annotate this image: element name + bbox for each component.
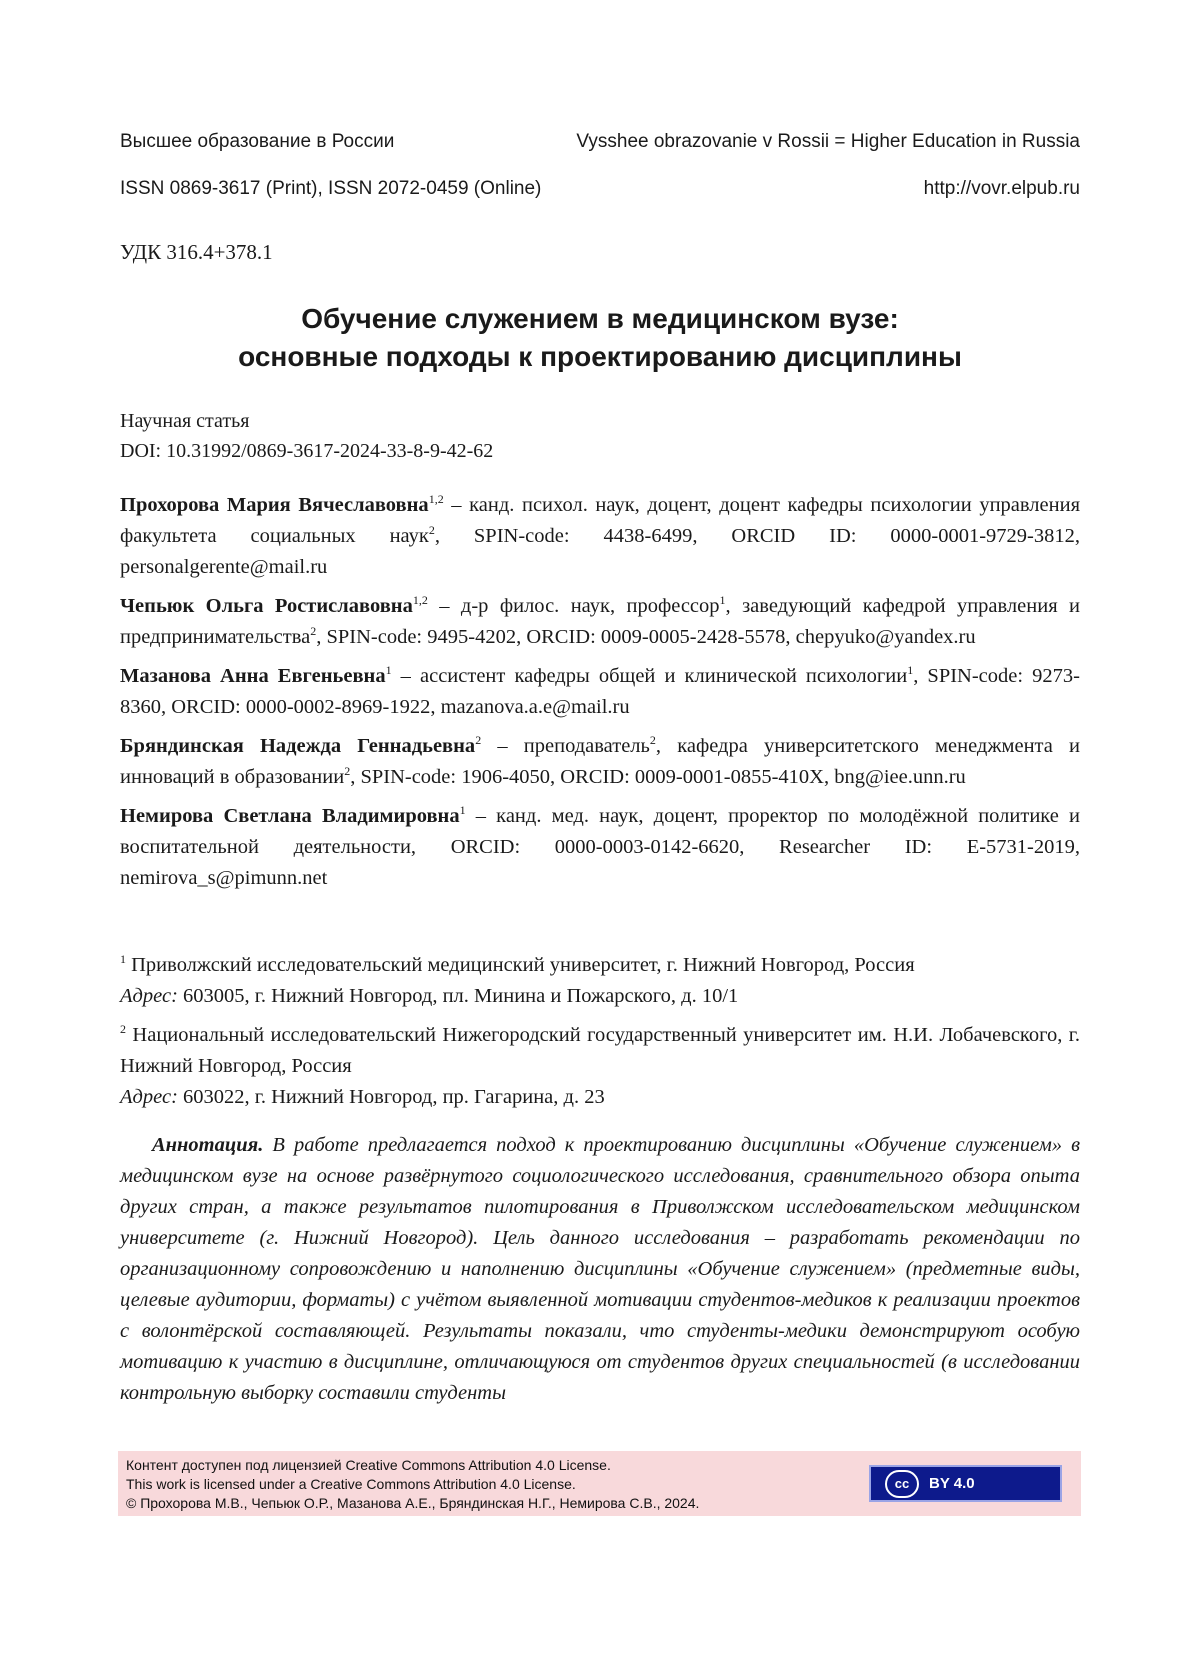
affiliation-entry (120, 950, 1080, 1012)
affil-ref: 2 (428, 523, 435, 537)
author-details: – д-р филос. наук, профессор (427, 595, 720, 617)
address-label: Адрес: (120, 1086, 178, 1108)
author-name: Мазанова Анна Евгеньевна (120, 665, 386, 687)
affiliation-address: 603005, г. Нижний Новгород, пл. Минина и Пожарского, д. 10/1 (177, 985, 739, 1007)
author-details: , заведующий кафедрой управления и предпринимательства (120, 595, 1081, 648)
affil-ref: 2 (475, 733, 482, 747)
abstract-text: В работе предлагается подход к проектированию дисциплины «Обучение служением» в медицинском вузе на основе развёрнутого социологического исследования, сравнительного обзора опыта других стран, а также результатов пилотирования в Приволжском исследовательском медицинском университете (г. Нижний Новгород). Цель данного исследования – разработать рекомендации по организационному сопровождению и наполнению дисциплины «Обучение служением» (предметные виды, целевые аудитории, форматы) с учётом выявленной мотивации студентов-медиков к реализации проектов с волонтёрской составляющей. Результаты показали, что студенты-медики демонстрируют особую мотивацию к участию в дисциплине, отличающуюся от студентов других специальностей (в исследовании контрольную выборку составили студенты (120, 1134, 1080, 1404)
udk-code: УДК 316.4+378.1 (120, 240, 273, 264)
cc-license-label: BY 4.0 (929, 1475, 975, 1492)
author-details: , SPIN-code: 4438-6499, ORCID ID: 0000-0001-9729-3812, personalgerente@mail.ru (120, 525, 1080, 578)
doi[interactable]: DOI: 10.31992/0869-3617-2024-33-8-9-42-62 (120, 440, 494, 462)
author-details: – преподаватель (481, 735, 650, 757)
affil-ref: 1 (385, 663, 392, 677)
author-details: , SPIN-code: 9495-4202, ORCID: 0009-0005-2428-5578, chepyuko@yandex.ru (316, 626, 976, 648)
journal-header (120, 131, 1080, 153)
affiliation-name: Приволжский исследовательский медицинский университет, г. Нижний Новгород, Россия (126, 954, 915, 976)
affil-number: 2 (120, 1022, 126, 1036)
author-details: – канд. мед. наук, доцент, проректор по молодёжной политике и воспитательной деятельности, ORCID: 0000-0003-0142-6620, Researcher ID: E-5731-2019, nemirova_s@pimunn.net (120, 805, 1080, 889)
affiliation-entry (120, 1020, 1080, 1113)
author-details: – канд. психол. наук, доцент, доцент кафедры психологии управления факультета социальных наук (120, 494, 1081, 547)
author-entry (120, 801, 1080, 894)
affil-number: 1 (120, 952, 126, 966)
author-name: Чепьюк Ольга Ростиславовна (120, 595, 413, 617)
affil-ref: 2 (310, 624, 317, 638)
article-type: Научная статья (120, 410, 250, 432)
cc-icon: cc (885, 1470, 919, 1498)
issn-row (120, 178, 1080, 200)
license-en: This work is licensed under a Creative Commons Attribution 4.0 License. (126, 1476, 576, 1492)
author-details: , SPIN-code: 1906-4050, ORCID: 0009-0001-0855-410X, bng@iee.unn.ru (350, 766, 966, 788)
address-label: Адрес: (120, 985, 178, 1007)
author-details: , SPIN-code: 9273-8360, ORCID: 0000-0002-8969-1922, mazanova.a.e@mail.ru (120, 665, 1080, 718)
abstract-label: Аннотация. (152, 1134, 264, 1156)
article-meta (120, 406, 493, 466)
affiliation-address: 603022, г. Нижний Новгород, пр. Гагарина, д. 23 (177, 1086, 605, 1108)
affil-ref: 1 (459, 803, 466, 817)
abstract (120, 1130, 1080, 1409)
journal-name-ru: Высшее образование в России (120, 131, 395, 152)
affil-ref: 1,2 (412, 593, 428, 607)
affil-ref: 1 (719, 593, 726, 607)
article-title (120, 300, 1080, 376)
author-entry (120, 731, 1080, 793)
cc-by-badge[interactable] (869, 1465, 1062, 1502)
author-details: , кафедра университетского менеджмента и инноваций в образовании (120, 735, 1080, 788)
affil-ref: 1 (907, 663, 914, 677)
author-name: Прохорова Мария Вячеславовна (120, 494, 429, 516)
title-line-2: основные подходы к проектированию дисциплины (238, 341, 962, 372)
affiliation-name: Национальный исследовательский Нижегородский государственный университет им. Н.И. Лобачевского, г. Нижний Новгород, Россия (120, 1024, 1080, 1077)
affil-ref: 1,2 (428, 492, 444, 506)
author-details: – ассистент кафедры общей и клинической психологии (391, 665, 908, 687)
affil-ref: 2 (344, 764, 351, 778)
license-lines (126, 1456, 699, 1513)
author-name: Бряндинская Надежда Геннадьевна (120, 735, 476, 757)
authors-list (120, 490, 1080, 902)
copyright: © Прохорова М.В., Чепьюк О.Р., Мазанова А.Е., Бряндинская Н.Г., Немирова С.В., 2024. (126, 1495, 700, 1511)
affiliations (120, 950, 1080, 1121)
issn: ISSN 0869-3617 (Print), ISSN 2072-0459 (Online) (120, 178, 542, 199)
license-box (118, 1451, 1081, 1516)
title-line-1: Обучение служением в медицинском вузе: (301, 303, 899, 334)
affil-ref: 2 (649, 733, 656, 747)
author-name: Немирова Светлана Владимировна (120, 805, 460, 827)
author-entry (120, 591, 1080, 653)
author-entry (120, 490, 1080, 583)
journal-name-en: Vysshee obrazovanie v Rossii = Higher Education in Russia (576, 131, 1080, 152)
license-ru: Контент доступен под лицензией Creative Commons Attribution 4.0 License. (126, 1457, 611, 1473)
author-entry (120, 661, 1080, 723)
journal-url[interactable]: http://vovr.elpub.ru (923, 178, 1080, 199)
